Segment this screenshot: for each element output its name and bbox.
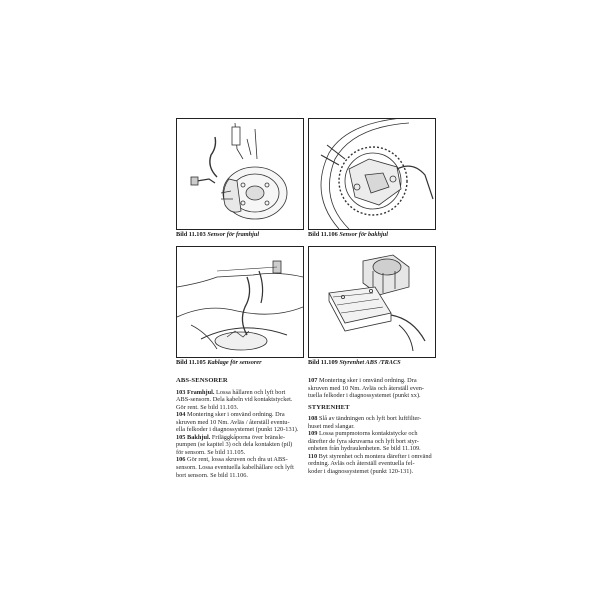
text-line [308,430,436,438]
text-line [176,434,304,442]
line-text: enheten från hydraulenheten. Se bild 11.109. [308,445,421,453]
text-line [308,423,436,431]
text-line [176,441,304,449]
line-text: koder i diagnossystemet (punkt 120-131). [308,468,414,476]
right-paragraphs [308,415,436,475]
text-line [176,404,304,412]
line-text: Byt styrenhet och montera därefter i omvänd [317,452,432,460]
line-text: pumpen (se kapitel 3) och dela kontakten (pil) [176,441,293,449]
line-text: därefter de fyra skruvarna och lyft bort styr- [308,437,419,445]
line-text: Montering sker i omvänd ordning. Dra [185,411,285,419]
line-text: Lossa pumpmotorns kontaktstycke och [317,430,418,438]
caption-fig-105 [176,359,262,367]
text-line [308,377,436,385]
text-line [176,472,304,480]
item-number: 104 [176,411,186,419]
right-top-paragraph [308,377,436,400]
text-line [176,449,304,457]
caption-fig-106 [308,231,388,239]
sensor-wiring-illustration [177,247,303,357]
figure-sensor-wiring [176,246,304,358]
text-line [176,396,304,404]
item-number: 108 [308,415,318,423]
section-heading-control-unit: STYRENHET [308,403,350,411]
caption-fig-105-number: Bild 11.105 [176,359,206,366]
item-number: 109 [308,430,318,438]
text-line [176,456,304,464]
caption-fig-106-number: Bild 11.106 [308,231,338,238]
line-text: sensorn. Lossa eventuella kabelhållare och lyft [176,464,294,472]
left-paragraphs [176,389,304,480]
abs-control-unit-illustration [309,247,435,357]
line-text: Gör rent, lossa skruven och dra ut ABS- [185,456,288,464]
line-text: tuella felkoder i diagnossystemet (punkt xx). [308,392,421,400]
caption-fig-105-text: Kablage för sensorer [207,359,262,366]
text-line [308,385,436,393]
caption-fig-109-text: Styrenhet ABS /TRACS [339,359,401,366]
text-line [308,460,436,468]
text-line [308,445,436,453]
item-number: 110 [308,452,318,460]
item-number: 103 Framhjul. [176,388,215,396]
line-text: Slå av tändningen och lyft bort luftfilter- [317,415,422,423]
section-heading-abs-sensors: ABS-SENSORER [176,377,228,384]
line-text: Montering sker i omvänd ordning. Dra [317,377,417,384]
text-line [176,411,304,419]
caption-fig-103-text: Sensor för framhjul [207,231,260,238]
text-line [176,419,304,427]
text-line [176,389,304,397]
rear-wheel-sensor-illustration [309,119,435,229]
text-line [308,438,436,446]
left-text-column [176,377,304,479]
line-text: ordning. Avläs och återställ eventuella fel- [308,460,415,468]
text-line [308,415,436,423]
line-text: skruven med 10 Nm. Avläs / återställ eventu- [176,418,290,426]
figure-front-wheel-sensor [176,118,304,230]
line-text: Lossa hållaren och lyft bort [214,388,286,396]
item-number: 105 Bakhjul. [176,433,211,441]
line-text: ABS-sensorn. Dela kabeln vid kontaktstycket. [176,396,293,404]
caption-fig-106-text: Sensor för bakhjul [339,231,388,238]
caption-fig-103-number: Bild 11.103 [176,231,206,238]
item-number: 106 [176,456,186,464]
text-line [308,453,436,461]
line-text: skruven med 10 Nm. Avläs och återställ even- [308,384,424,392]
text-line [176,464,304,472]
figure-rear-wheel-sensor [308,118,436,230]
caption-fig-109 [308,359,401,367]
text-line [308,468,436,476]
caption-fig-109-number: Bild 11.109 [308,359,338,366]
right-text-column [308,377,436,476]
item-number: 107 [308,377,318,384]
figure-abs-control-unit [308,246,436,358]
line-text: för sensorn. Se bild 11.105. [176,448,246,456]
caption-fig-103 [176,231,259,239]
line-text: Gör rent. Se bild 11.103. [176,403,239,411]
line-text: ella felkoder i diagnossystemet (punkt 120-131). [176,426,299,434]
line-text: bort sensorn. Se bild 11.106. [176,471,249,479]
text-line [176,426,304,434]
text-line [308,392,436,400]
front-wheel-sensor-illustration [177,119,303,229]
line-text: huset med slangar. [308,422,355,430]
line-text: Friläggkåporna över bränsle- [210,433,285,441]
